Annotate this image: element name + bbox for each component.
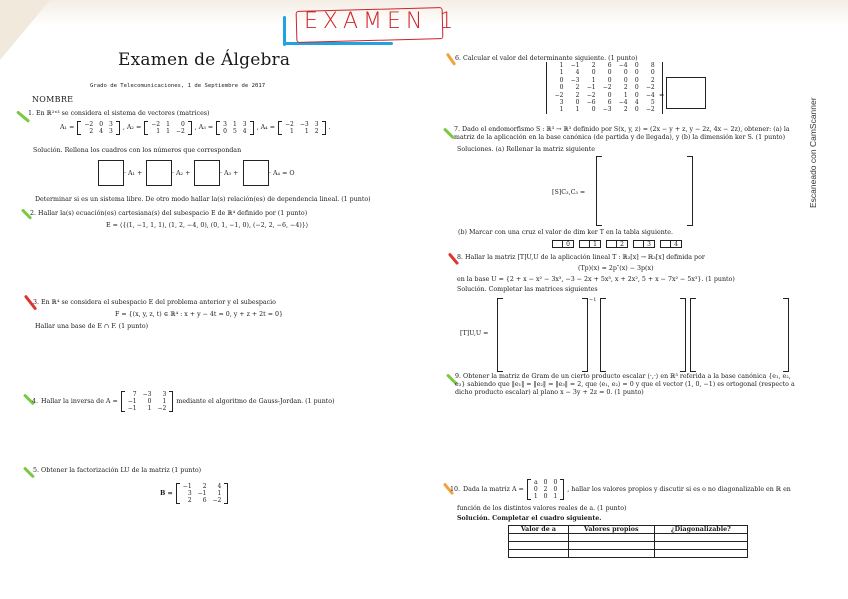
q5-text: 5. Obtener la factorización LU de la matriz (1 punto) [33, 467, 202, 474]
term-a1: · A₁ + [124, 170, 143, 177]
q3-formula: F = {(x, y, z, t) ∈ ℝ⁴ : x + y − 4t = 0, y + z + 2t = 0} [115, 311, 283, 318]
handwritten-title: EXAMEN 1 [304, 9, 459, 34]
matrix-p-inverse-answer[interactable] [503, 300, 581, 368]
q2-text: 2. Hallar la(s) ecuación(es) cartesiana(s) del subespacio E de ℝ⁴ definido por (1 punto) [30, 210, 308, 217]
option-2[interactable]: 2 [606, 240, 628, 248]
table-row [509, 550, 748, 558]
option-0[interactable]: 0 [552, 240, 574, 248]
q3-text: 3. En ℝ⁴ se considera el subespacio E del problema anterior y el subespacio [33, 299, 276, 306]
answer-box-c2[interactable] [146, 160, 172, 186]
q7-matrix-label: [S]C₃,C₃ = [552, 189, 586, 196]
matrix-t-answer[interactable] [606, 300, 678, 368]
matrix-a2: −2 1 0 1 1 −2 [144, 121, 192, 135]
q7-part-b: (b) Marcar con una cruz el valor de dim ker T en la tabla siguiente. [458, 229, 674, 236]
q10-text-cont: función de los distintos valores reales de a. (1 punto) [457, 505, 627, 512]
matrix2-bracket-right [680, 298, 686, 372]
matrix-a3: 3 1 3 0 5 4 [216, 121, 253, 135]
q4-text: 4. Hallar la inversa de A = 7 −3 3 −1 0 1 −1 1 −2 mediante el algoritmo de Gauss-Jordan. (1 punto) [32, 391, 335, 412]
equals-sign: = [659, 92, 665, 99]
dim-ker-options [552, 240, 687, 248]
exam-title: Examen de Álgebra [118, 50, 291, 70]
q1-text: 1. En ℝ²ˣ³ se considera el sistema de vectores (matrices) [28, 110, 210, 117]
matrix1-bracket-right [582, 298, 588, 372]
option-4[interactable]: 4 [660, 240, 682, 248]
q6-determinant: 1 −1 2 6 −4 0 8 1 4 0 0 0 0 0 0 −3 1 0 0 0 2 0 2 −1 −2 2 0 −2 −2 2 −2 0 1 0 −4 3 0 −6 6 −4 4 5 1 1 0 −3 2 0 −2 [546, 62, 663, 118]
matrix-a-inverse: 7 −3 3 −1 0 1 −1 1 −2 [121, 391, 174, 412]
col-valores-propios: Valores propios [568, 526, 654, 534]
q10-solution-prompt: Solución. Completar el cuadro siguiente. [457, 515, 602, 522]
q1-matrices: A₁ = −2 0 3 2 4 3 , A₂ = −2 1 0 1 1 −2 , A₃ = 3 1 3 0 5 4 , A₄ = −2 −3 3 1 1 2 . [60, 121, 331, 135]
inverse-superscript: −1 [589, 297, 597, 303]
matrix3-bracket-right [783, 298, 789, 372]
matrix-a4: −2 −3 3 1 1 2 [278, 121, 326, 135]
q2-formula: E = ⟨{(1, −1, 1, 1), (1, 2, −4, 0), (0, 1, −1, 0), (−2, 2, −6, −4)}⟩ [106, 222, 309, 229]
table-row [509, 542, 748, 550]
answer-box-c4[interactable] [243, 160, 269, 186]
q10-text: 10. Dada la matriz A = a 0 0 0 2 0 1 0 1 , hallar los valores propios y discutir si es o no diagonalizable en ℝ en [450, 479, 791, 500]
q8-text: 8. Hallar la matriz [T]U,U de la aplicación lineal T : ℝ₃[x] → ℝ₃[x] definida por [457, 254, 705, 261]
q5-matrix: B = −1 2 4 3 −1 1 2 6 −2 [160, 483, 228, 504]
option-1[interactable]: 1 [579, 240, 601, 248]
matrix-p-answer[interactable] [696, 300, 782, 368]
q6-text: 6. Calcular el valor del determinante siguiente. (1 punto) [455, 55, 638, 62]
col-valor-a: Valor de a [509, 526, 569, 534]
col-diagonalizable: ¿Diagonalizable? [654, 526, 747, 534]
q8-formula: (Tp)(x) = 2p″(x) − 3p(x) [578, 265, 654, 272]
camscanner-watermark: Escaneado con CamScanner [808, 97, 818, 208]
q9-text: 9. Obtener la matriz de Gram de un cierto producto escalar ⟨·,·⟩ en ℝ³ referida a la base canónica {e₁, e₂, e₃} sabiendo que ‖e₁‖ = ‖e₂‖ = ‖e₃‖ = 2, que ⟨e₁, e₂⟩ = 0 y que el vector (1, 0, −1) es ortogonal (respecto a dicho producto escalar) al plano x − 3y + 2z = 0. (1 punto) [455, 373, 795, 396]
matrix-a1: −2 0 3 2 4 3 [77, 121, 120, 135]
matrix-s-answer-area[interactable] [602, 158, 686, 222]
answer-box-c3[interactable] [194, 160, 220, 186]
eigen-table [508, 525, 748, 558]
name-label: NOMBRE [32, 95, 74, 104]
q8-matrix-label: [T]U,U = [460, 330, 489, 337]
q3-task: Hallar una base de E ∩ F. (1 punto) [35, 323, 149, 330]
answer-box-c1[interactable] [98, 160, 124, 186]
q7-solution-prompt: Soluciones. (a) Rellenar la matriz siguiente [457, 146, 595, 153]
option-3[interactable]: 3 [633, 240, 655, 248]
q1-solution-prompt: Solución. Rellena los cuadros con los números que correspondan [33, 147, 242, 154]
q7-text: 7. Dado el endomorfismo S : ℝ³ → ℝ³ definido por S(x, y, z) = (2x − y + z, y − 2z, 4x − 2z), obtener: (a) la matriz de la aplicación en la base canónica (de partida y de llegada), y (b) la dimensión ker S. (1 punto) [454, 126, 790, 141]
matrix-b: −1 2 4 3 −1 1 2 6 −2 [176, 483, 229, 504]
matrix-bracket-right [687, 156, 693, 226]
term-a3: · A₃ + [220, 170, 239, 177]
q1-footer: Determinar si es un sistema libre. De otro modo hallar la(s) relación(es) de dependencia lineal. (1 punto) [35, 196, 371, 203]
term-a4: · A₄ = O [269, 170, 295, 177]
table-row [509, 534, 748, 542]
term-a2: · A₂ + [172, 170, 191, 177]
paper-corner [0, 0, 50, 60]
matrix-a-eigen: a 0 0 0 2 0 1 0 1 [527, 479, 564, 500]
exam-subtitle: Grado de Telecomunicaciones, 1 de Septiembre de 2017 [90, 83, 266, 89]
q8-solution-prompt: Solución. Completar las matrices siguientes [457, 286, 598, 293]
determinant-answer-box[interactable] [666, 77, 706, 109]
q8-basis: en la base U = {2 + x − x² − 3x³, −3 − 2x + 5x³, x + 2x², 5 + x − 7x² − 5x³}. (1 punto) [457, 276, 735, 283]
